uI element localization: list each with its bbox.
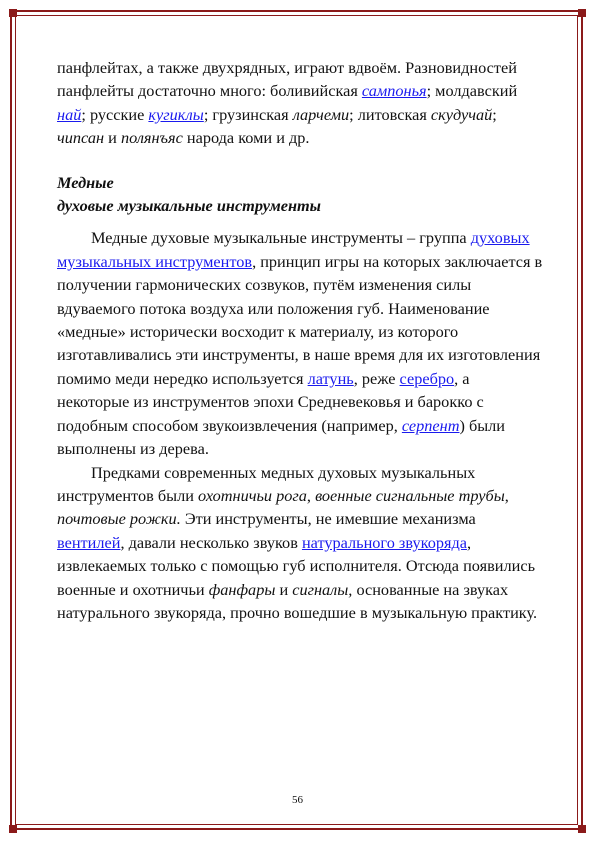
heading-line-2: духовые музыкальные инструменты: [57, 196, 321, 216]
text: , реже: [353, 368, 400, 388]
text: , извлекаемых только с помощью губ исполнителя. Отсюда появились военные и охотничьи: [57, 532, 536, 599]
link-sampona[interactable]: сампонья: [361, 81, 427, 101]
italic-term: военные сигнальные трубы: [315, 485, 505, 505]
text: , давали несколько звуков: [120, 532, 302, 552]
brass-paragraph: [57, 226, 545, 460]
italic-term: полянъяс: [120, 128, 183, 148]
text: , принцип игры на которых заключается в получении гармонических созвуков, путём изменения силы вдуваемого потока воздуха или положения губ. Наименование «медные» исторически восходит к материалу, из которого изготавливались эти инструменты, в наше время для их изготовления помимо меди нередко используется: [57, 251, 543, 388]
heading-line-1: Медные: [57, 172, 114, 192]
text: панфлейтах, а также двухрядных, играют вдвоём. Разновидностей панфлейты достаточно много: боливийская: [57, 58, 517, 101]
frame-corner-top-right: [578, 9, 586, 17]
text: Медные духовые музыкальные инструменты – группа: [91, 228, 471, 248]
text: ,: [306, 485, 316, 505]
text: и: [275, 579, 293, 599]
link-nai[interactable]: най: [57, 104, 82, 124]
link-natural-scale[interactable]: натурального звукоряда: [301, 532, 467, 552]
italic-term: скудучай: [430, 104, 493, 124]
italic-term: охотничьи рога: [198, 485, 307, 505]
text: основанные на звуках натурального звукоряда, прочно вошедшие в музыкальную практику.: [57, 579, 538, 622]
frame-corner-top-left: [9, 9, 17, 17]
text: , а некоторые из инструментов эпохи Средневековья и барокко с подобным способом звукоизвлечения (например,: [57, 368, 484, 435]
text: Предками современных медных духовых музыкальных инструментов были: [57, 462, 476, 505]
text: ; русские: [81, 104, 149, 124]
text: народа коми и др.: [182, 128, 310, 148]
frame-corner-bottom-left: [9, 825, 17, 833]
text: ) были выполнены из дерева.: [57, 415, 506, 459]
link-ventili[interactable]: вентилей: [57, 532, 121, 552]
intro-paragraph: [57, 56, 545, 150]
italic-term: сигналы,: [292, 579, 353, 599]
text: и: [104, 128, 121, 148]
italic-term: чипсан: [57, 128, 105, 148]
text: ; литовская: [349, 104, 431, 124]
text: ;: [492, 104, 497, 124]
link-latun[interactable]: латунь: [307, 368, 354, 388]
text: ; грузинская: [203, 104, 293, 124]
italic-term: ларчеми: [292, 104, 350, 124]
text: Эти инструменты, не имевшие механизма: [180, 509, 476, 529]
ancestors-paragraph: [57, 461, 545, 625]
link-serpent[interactable]: серпент: [401, 415, 460, 435]
page-number: 56: [292, 794, 303, 806]
italic-term: фанфары: [208, 579, 276, 599]
link-kugikly[interactable]: кугиклы: [148, 104, 204, 124]
link-serebro[interactable]: серебро: [399, 368, 455, 388]
italic-term: почтовые рожки.: [57, 509, 181, 529]
text: ,: [504, 485, 509, 505]
section-heading: [57, 171, 545, 218]
frame-corner-bottom-right: [578, 825, 586, 833]
link-wind-instruments[interactable]: духовых музыкальных инструментов: [57, 228, 530, 271]
text: ; молдавский: [426, 81, 518, 101]
page-content: [57, 56, 545, 624]
